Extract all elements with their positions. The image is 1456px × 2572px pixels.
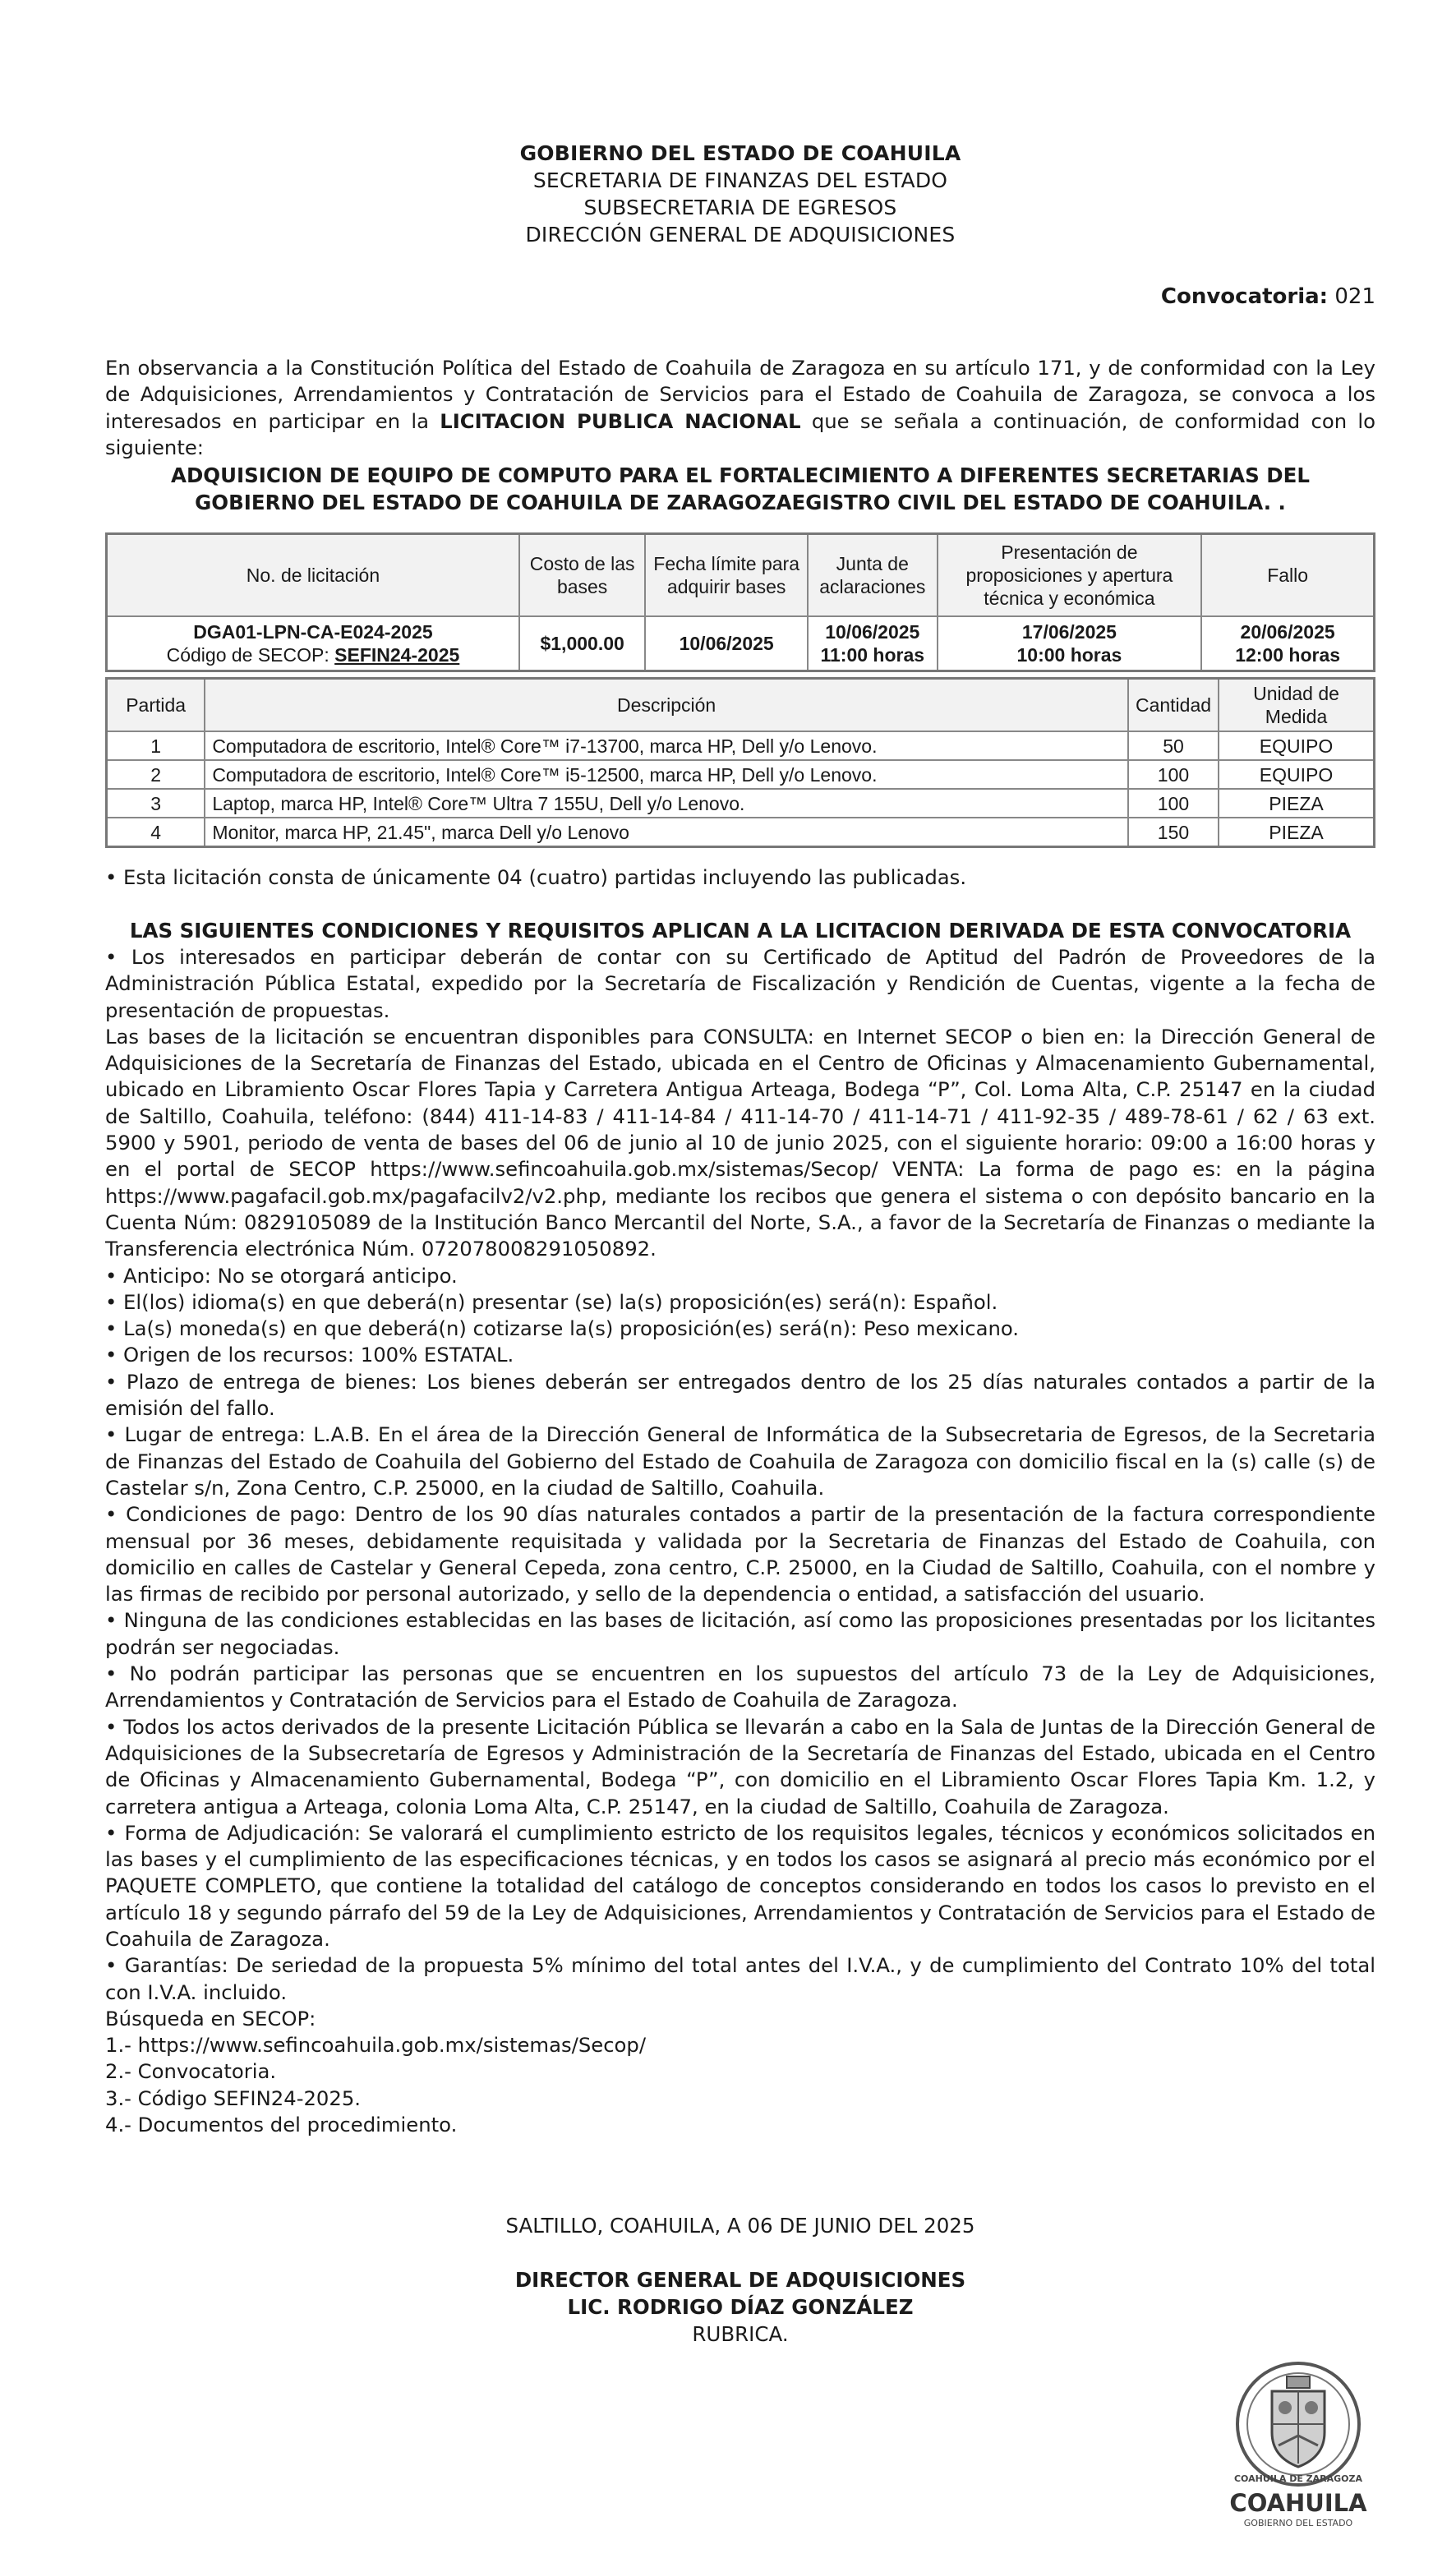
condition-pago: • Condiciones de pago: Dentro de los 90 días naturales contados a partir de la presentación de la factura correspondiente mensual por 36 meses, debidamente requisitada y validada por la Secretaria de Finanzas del Estado de Coahuila, con domicilio en calles de Castelar y General Cepeda, zona centro, C.P. 25000, en la Ciudad de Saltillo, Coahuila, con el nombre y las firmas de recibido por personal autorizado, y sello de la dependencia o entidad, a satisfacción del usuario. [105, 1502, 1375, 1606]
col-header-cantidad: Cantidad [1128, 679, 1219, 732]
col-header-presentacion: Presentación de proposiciones y apertura técnica y económica [938, 534, 1202, 617]
condition-plazo: • Plazo de entrega de bienes: Los bienes deberán ser entregados dentro de los 25 días naturales contados a partir de la emisión del fallo. [105, 1369, 1375, 1421]
partida-unit: EQUIPO [1219, 731, 1374, 760]
busqueda-item-codigo: 3.- Código SEFIN24-2025. [105, 2086, 362, 2110]
conditions-title: LAS SIGUIENTES CONDICIONES Y REQUISITOS APLICAN A LA LICITACION DERIVADA DE ESTA CONVOCATORIA [129, 919, 1352, 943]
col-header-no: No. de licitación [107, 534, 519, 617]
condition-garantias: • Garantías: De seriedad de la propuesta 5% mínimo del total antes del I.V.A., y de cumplimiento del Contrato 10% del total con I.V.A. incluido. [105, 1953, 1375, 2004]
table-row [107, 818, 1375, 847]
partida-number: 3 [107, 789, 205, 818]
col-header-partida: Partida [107, 679, 205, 732]
partidas-note: • Esta licitación consta de únicamente 04 (cuatro) partidas incluyendo las publicadas. [105, 865, 967, 889]
convocatoria-value: 021 [1334, 284, 1375, 309]
partida-quantity: 100 [1128, 789, 1219, 818]
partida-quantity: 50 [1128, 731, 1219, 760]
fecha-limite: 10/06/2025 [645, 616, 808, 671]
partida-description: Laptop, marca HP, Intel® Core™ Ultra 7 155U, Dell y/o Lenovo. [205, 789, 1128, 818]
partida-number: 4 [107, 818, 205, 847]
secop-label: Código de SECOP: [166, 644, 335, 666]
partida-number: 1 [107, 731, 205, 760]
condition-negociacion: • Ninguna de las condiciones establecidas en las bases de licitación, así como las proposiciones presentadas por los licitantes podrán ser negociadas. [105, 1608, 1375, 1659]
procurement-title-line1: ADQUISICION DE EQUIPO DE COMPUTO PARA EL FORTALECIMIENTO A DIFERENTES SECRETARIAS DEL [171, 463, 1310, 487]
col-header-costo: Costo de las bases [519, 534, 645, 617]
condition-anticipo: • Anticipo: No se otorgará anticipo. [105, 1263, 458, 1288]
table-row [107, 789, 1375, 818]
condition-participacion: • No podrán participar las personas que se encuentren en los supuestos del artículo 73 de la Ley de Adquisiciones, Arrendamientos y Contratación de Servicios para el Estado de Coahuila de Zaragoza. [105, 1662, 1375, 1712]
fallo-date: 20/06/2025 [1240, 621, 1335, 643]
header-government: GOBIERNO DEL ESTADO DE COAHUILA [519, 141, 961, 165]
condition-lugar: • Lugar de entrega: L.A.B. En el área de la Dirección General de Informática de la Subsecretaria de Egresos, de la Secretaria de Finanzas del Estado de Coahuila del Gobierno del Estado de Coahuila de Zaragoza con domicilio fiscal en la (s) calle (s) de Castelar s/n, Zona Centro, C.P. 25000, en la ciudad de Saltillo, Coahuila. [105, 1422, 1375, 1500]
partida-description: Monitor, marca HP, 21.45", marca Dell y/o Lenovo [205, 818, 1128, 847]
condition-origen: • Origen de los recursos: 100% ESTATAL. [105, 1343, 514, 1367]
busqueda-item-url: 1.- https://www.sefincoahuila.gob.mx/sistemas/Secop/ [105, 2033, 647, 2058]
condition-adjudicacion: • Forma de Adjudicación: Se valorará el cumplimiento estricto de los requisitos legales, técnicos y económicos solicitados en las bases y el cumplimiento de las especificaciones técnicas, y en todos los casos se asignará al precio más económico por el PAQUETE COMPLETO, que contiene la totalidad del catálogo de conceptos considerando en todos los casos lo previsto en el artículo 18 y segundo párrafo del 59 de la Ley de Adquisiciones, Arrendamientos y Contratación de Servicios para el Estado de Coahuila de Zaragoza. [105, 1820, 1375, 1951]
seal-brand-sub: GOBIERNO DEL ESTADO [1243, 2518, 1353, 2528]
condition-padron: • Los interesados en participar deberán de contar con su Certificado de Aptitud del Padrón de Proveedores de la Administración Pública Estatal, expedido por la Secretaría de Fiscalización y Rendición de Cuentas, vigente a la fecha de presentación de propuestas. [105, 945, 1375, 1022]
presentacion-time: 10:00 horas [1016, 644, 1122, 666]
partidas-header-row [107, 679, 1375, 732]
procurement-title-line2: GOBIERNO DEL ESTADO DE COAHUILA DE ZARAGOZAEGISTRO CIVIL DEL ESTADO DE COAHUILA. . [195, 491, 1286, 514]
partida-unit: PIEZA [1219, 818, 1374, 847]
partida-number: 2 [107, 760, 205, 789]
condition-actos: • Todos los actos derivados de la presente Licitación Pública se llevarán a cabo en la Sala de Juntas de la Dirección General de Adquisiciones de la Subsecretaría de Egresos y Administración de la Secretaría de Finanzas del Estado, ubicada en el Centro de Oficinas y Almacenamiento Gubernamental, Bodega “P”, con domicilio en el Libramiento Oscar Flores Tapia Km. 1.2, y carretera antigua a Arteaga, colonia Loma Alta, C.P. 25147, en la ciudad de Saltillo, Coahuila de Zaragoza. [105, 1714, 1375, 1818]
coahuila-seal-logo [1224, 2357, 1372, 2537]
presentacion-date: 17/06/2025 [1021, 621, 1117, 643]
busqueda-item-convocatoria: 2.- Convocatoria. [105, 2059, 277, 2084]
col-header-fecha: Fecha límite para adquirir bases [645, 534, 808, 617]
intro-bold: LICITACION PUBLICA NACIONAL [440, 408, 801, 433]
junta-time: 11:00 horas [820, 644, 925, 666]
condition-idioma: • El(los) idioma(s) en que deberá(n) presentar (se) la(s) proposición(es) será(n): Español. [105, 1289, 998, 1314]
licitacion-number-cell [107, 616, 519, 671]
fallo-time: 12:00 horas [1235, 644, 1341, 666]
busqueda-item-documentos: 4.- Documentos del procedimiento. [105, 2113, 458, 2137]
col-header-unidad: Unidad de Medida [1219, 679, 1374, 732]
licitacion-header-row [107, 534, 1375, 617]
col-header-junta: Junta de aclaraciones [808, 534, 938, 617]
signer-position: DIRECTOR GENERAL DE ADQUISICIONES [514, 2268, 966, 2292]
table-row [107, 731, 1375, 760]
junta-aclaraciones [808, 616, 938, 671]
rubrica: RUBRICA. [692, 2322, 789, 2346]
intro-text: En observancia a la Constitución Política del Estado de Coahuila de Zaragoza en su artículo 171, y de conformidad con la Ley de Adquisiciones, Arrendamientos y Contratación de Servicios para el Estado de Coahuila de Zaragoza, se convoca a los interesados en participar en la [105, 356, 1375, 433]
intro-paragraph [105, 355, 1375, 461]
conditions-body [105, 944, 1375, 2138]
partida-quantity: 150 [1128, 818, 1219, 847]
junta-date: 10/06/2025 [825, 621, 920, 643]
busqueda-title: Búsqueda en SECOP: [105, 2006, 316, 2030]
signer-name: LIC. RODRIGO DÍAZ GONZÁLEZ [567, 2295, 914, 2319]
condition-moneda: • La(s) moneda(s) en que deberá(n) cotizarse la(s) proposición(es) será(n): Peso mexicano. [105, 1316, 1020, 1341]
header-direccion: DIRECCIÓN GENERAL DE ADQUISICIONES [525, 223, 956, 247]
fallo [1201, 616, 1374, 671]
presentacion-proposiciones [938, 616, 1202, 671]
col-header-fallo: Fallo [1201, 534, 1374, 617]
partida-quantity: 100 [1128, 760, 1219, 789]
convocatoria-number [1161, 284, 1375, 309]
header-secretaria: SECRETARIA DE FINANZAS DEL ESTADO [532, 168, 948, 192]
intro-text-end: que se señala a continuación, de conformidad con lo siguiente: [105, 408, 1375, 459]
licitacion-row [107, 616, 1375, 671]
partida-unit: EQUIPO [1219, 760, 1374, 789]
licitacion-number: DGA01-LPN-CA-E024-2025 [193, 621, 433, 643]
costo-bases: $1,000.00 [519, 616, 645, 671]
place-date: SALTILLO, COAHUILA, A 06 DE JUNIO DEL 2025 [505, 2214, 975, 2238]
partidas-table [105, 677, 1375, 848]
partida-description: Computadora de escritorio, Intel® Core™ i5-12500, marca HP, Dell y/o Lenovo. [205, 760, 1128, 789]
partida-description: Computadora de escritorio, Intel® Core™ i7-13700, marca HP, Dell y/o Lenovo. [205, 731, 1128, 760]
partida-unit: PIEZA [1219, 789, 1374, 818]
secop-code: SEFIN24-2025 [334, 644, 460, 666]
table-row [107, 760, 1375, 789]
seal-ring-text: COAHUILA DE ZARAGOZA [1233, 2473, 1363, 2484]
convocatoria-label: Convocatoria: [1160, 284, 1329, 309]
condition-bases: Las bases de la licitación se encuentran disponibles para CONSULTA: en Internet SECOP o bien en: la Dirección General de Adquisiciones de la Secretaría de Finanzas del Estado, ubicada en el Centro de Oficinas y Almacenamiento Gubernamental, ubicado en Libramiento Oscar Flores Tapia y Carretera Antigua Arteaga, Bodega “P”, Col. Loma Alta, C.P. 25147 en la ciudad de Saltillo, Coahuila, teléfono: (844) 411-14-83 / 411-14-84 / 411-14-70 / 411-14-71 / 411-92-35 / 489-78-61 / 62 / 63 ext. 5900 y 5901, periodo de venta de bases del 06 de junio al 10 de junio 2025, con el siguiente horario: 09:00 a 16:00 horas y en el portal de SECOP https://www.sefincoahuila.gob.mx/sistemas/Secop/ VENTA: La forma de pago es: en la página https://www.pagafacil.gob.mx/pagafacilv2/v2.php, mediante los recibos que genera el sistema o con depósito bancario en la Cuenta Núm: 0829105089 de la Institución Banco Mercantil del Norte, S.A., a favor de la Secretaría de Finanzas o mediante la Transferencia electrónica Núm. 072078008291050892. [105, 1024, 1375, 1261]
col-header-descripcion: Descripción [205, 679, 1128, 732]
header-subsecretaria: SUBSECRETARIA DE EGRESOS [583, 196, 897, 219]
licitacion-table [105, 532, 1375, 672]
seal-brand: COAHUILA [1229, 2489, 1367, 2517]
